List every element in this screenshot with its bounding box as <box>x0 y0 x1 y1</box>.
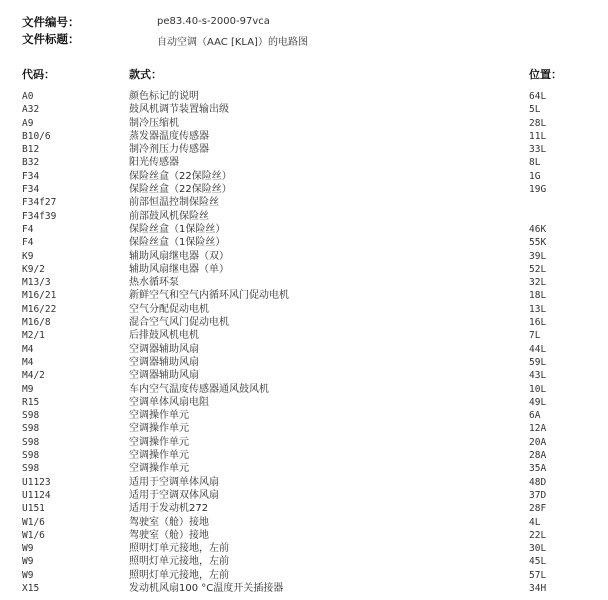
row-code: A9 <box>22 117 34 129</box>
table-row <box>0 343 608 356</box>
table-row <box>0 369 608 382</box>
table-row <box>0 183 608 196</box>
row-description: 鼓风机调节装置输出级 <box>129 104 229 116</box>
row-description: 照明灯单元接地，左前 <box>129 569 229 581</box>
column-header-code: 代码： <box>22 68 55 81</box>
table-row <box>0 223 608 236</box>
row-code: W1/6 <box>22 529 45 541</box>
doc-title-label: 文件标题： <box>22 32 80 46</box>
row-description: 辅助风扇继电器（双） <box>129 250 229 262</box>
row-code: F4 <box>22 223 34 235</box>
row-location: 28A <box>529 450 547 462</box>
row-description: 蒸发器温度传感器 <box>129 130 209 142</box>
row-code: M4/2 <box>22 370 45 382</box>
row-code: M16/8 <box>22 317 51 329</box>
row-location: 44L <box>529 343 547 355</box>
table-row <box>0 103 608 116</box>
row-location: 35A <box>529 463 547 475</box>
table-row <box>0 117 608 130</box>
row-description: 空调操作单元 <box>129 423 189 435</box>
row-location: 13L <box>529 303 547 315</box>
row-description: 制冷剂压力传感器 <box>129 144 209 156</box>
row-location: 57L <box>529 569 547 581</box>
table-row <box>0 90 608 103</box>
row-description: 照明灯单元接地，左前 <box>129 556 229 568</box>
row-description: 阳光传感器 <box>129 157 179 169</box>
row-description: 车内空气温度传感器通风鼓风机 <box>129 383 269 395</box>
row-code: M13/3 <box>22 277 51 289</box>
table-row <box>0 303 608 316</box>
row-description: 制冷压缩机 <box>129 117 179 129</box>
row-description: 空气分配促动电机 <box>129 303 209 315</box>
row-code: K9 <box>22 250 34 262</box>
row-location: 64L <box>529 91 547 102</box>
table-row <box>0 263 608 276</box>
table-row <box>0 383 608 396</box>
row-location: 28L <box>529 117 547 129</box>
row-location: 7L <box>529 330 541 342</box>
doc-title-value: 自动空调（AAC [KLA]）的电路图 <box>157 37 308 48</box>
row-description: 保险丝盒（1保险丝） <box>129 223 226 235</box>
table-row <box>0 250 608 263</box>
row-location: 59L <box>529 356 547 368</box>
row-location: 43L <box>529 370 547 382</box>
row-description: 颜色标记的说明 <box>129 91 199 102</box>
row-location: 34H <box>529 582 547 594</box>
row-description: 混合空气风门促动电机 <box>129 317 229 329</box>
table-row <box>0 276 608 289</box>
row-description: 照明灯单元接地，左前 <box>129 543 229 555</box>
row-description: 空调操作单元 <box>129 450 189 462</box>
row-code: A32 <box>22 104 40 116</box>
table-row <box>0 130 608 143</box>
row-location: 55K <box>529 237 547 249</box>
table-row <box>0 143 608 156</box>
row-location: 32L <box>529 277 547 289</box>
table-row <box>0 529 608 542</box>
row-description: 空调操作单元 <box>129 463 189 475</box>
row-location: 37D <box>529 489 547 501</box>
row-description: 适用于发动机272 <box>129 503 209 515</box>
row-code: F34f39 <box>22 210 57 222</box>
table-row <box>0 516 608 529</box>
table-row <box>0 236 608 249</box>
row-location: 11L <box>529 130 547 142</box>
table-row <box>0 356 608 369</box>
row-location: 12A <box>529 423 547 435</box>
row-code: X15 <box>22 582 40 594</box>
row-code: S98 <box>22 436 40 448</box>
row-location: 19G <box>529 184 547 196</box>
table-row <box>0 156 608 169</box>
table-row <box>0 436 608 449</box>
table-row <box>0 542 608 555</box>
row-code: M2/1 <box>22 330 45 342</box>
row-code: S98 <box>22 450 40 462</box>
row-code: B32 <box>22 157 40 169</box>
row-location: 6A <box>529 410 541 422</box>
row-code: F34 <box>22 184 40 196</box>
table-row <box>0 449 608 462</box>
table-row <box>0 569 608 582</box>
row-code: U1124 <box>22 489 51 501</box>
row-code: F34f27 <box>22 197 57 209</box>
table-row <box>0 502 608 515</box>
row-location: 1G <box>529 170 541 182</box>
row-code: F34 <box>22 170 40 182</box>
table-row <box>0 422 608 435</box>
table-row <box>0 489 608 502</box>
row-location: 30L <box>529 543 547 555</box>
row-description: 发动机风扇100 °C温度开关插接器 <box>129 582 284 594</box>
row-location: 18L <box>529 290 547 302</box>
table-row <box>0 396 608 409</box>
table-row <box>0 555 608 568</box>
row-code: W9 <box>22 543 34 555</box>
table-row <box>0 170 608 183</box>
row-code: M16/21 <box>22 290 57 302</box>
row-code: S98 <box>22 410 40 422</box>
row-description: 前部鼓风机保险丝 <box>129 210 209 222</box>
row-description: 空调操作单元 <box>129 436 189 448</box>
row-code: W9 <box>22 556 34 568</box>
row-description: 后排鼓风机电机 <box>129 330 199 342</box>
row-location: 10L <box>529 383 547 395</box>
row-code: A0 <box>22 91 34 102</box>
row-description: 热水循环泵 <box>129 277 179 289</box>
row-code: K9/2 <box>22 263 45 275</box>
row-location: 8L <box>529 157 541 169</box>
row-code: U1123 <box>22 476 51 488</box>
row-description: 空调单体风扇电阻 <box>129 396 209 408</box>
row-location: 4L <box>529 516 541 528</box>
row-location: 48D <box>529 476 547 488</box>
row-code: M4 <box>22 356 34 368</box>
column-header-style: 款式： <box>129 68 162 81</box>
row-location: 20A <box>529 436 547 448</box>
row-code: S98 <box>22 423 40 435</box>
table-row <box>0 210 608 223</box>
table-row <box>0 329 608 342</box>
doc-number-value: pe83.40-s-2000-97vca <box>157 16 270 27</box>
row-location: 16L <box>529 317 547 329</box>
row-code: R15 <box>22 396 40 408</box>
component-list <box>0 90 608 595</box>
row-code: B12 <box>22 144 40 156</box>
row-code: M16/22 <box>22 303 57 315</box>
row-location: 52L <box>529 263 547 275</box>
row-code: W1/6 <box>22 516 45 528</box>
row-code: M9 <box>22 383 34 395</box>
row-location: 46K <box>529 223 547 235</box>
row-description: 空调器辅助风扇 <box>129 343 199 355</box>
row-description: 空调器辅助风扇 <box>129 356 199 368</box>
column-header-location: 位置： <box>529 68 562 81</box>
row-code: M4 <box>22 343 34 355</box>
row-code: U151 <box>22 503 45 515</box>
table-row <box>0 196 608 209</box>
row-description: 保险丝盒（22保险丝） <box>129 184 232 196</box>
table-row <box>0 316 608 329</box>
table-row <box>0 476 608 489</box>
row-description: 空调操作单元 <box>129 410 189 422</box>
row-description: 适用于空调双体风扇 <box>129 489 219 501</box>
row-location: 49L <box>529 396 547 408</box>
row-code: F4 <box>22 237 34 249</box>
row-location: 22L <box>529 529 547 541</box>
row-location: 33L <box>529 144 547 156</box>
row-description: 空调器辅助风扇 <box>129 370 199 382</box>
row-description: 保险丝盒（22保险丝） <box>129 170 232 182</box>
row-code: B10/6 <box>22 130 51 142</box>
row-description: 适用于空调单体风扇 <box>129 476 219 488</box>
table-row <box>0 582 608 595</box>
table-row <box>0 462 608 475</box>
row-code: S98 <box>22 463 40 475</box>
table-row <box>0 409 608 422</box>
row-description: 保险丝盒（1保险丝） <box>129 237 226 249</box>
table-row <box>0 289 608 302</box>
row-description: 驾驶室（舱）接地 <box>129 529 209 541</box>
row-code: W9 <box>22 569 34 581</box>
row-description: 新鲜空气和空气内循环风门促动电机 <box>129 290 289 302</box>
row-description: 前部恒温控制保险丝 <box>129 197 219 209</box>
doc-number-label: 文件编号： <box>22 15 80 29</box>
row-location: 39L <box>529 250 547 262</box>
row-location: 45L <box>529 556 547 568</box>
row-location: 5L <box>529 104 541 116</box>
row-description: 辅助风扇继电器（单） <box>129 263 229 275</box>
row-location: 28F <box>529 503 547 515</box>
row-description: 驾驶室（舱）接地 <box>129 516 209 528</box>
